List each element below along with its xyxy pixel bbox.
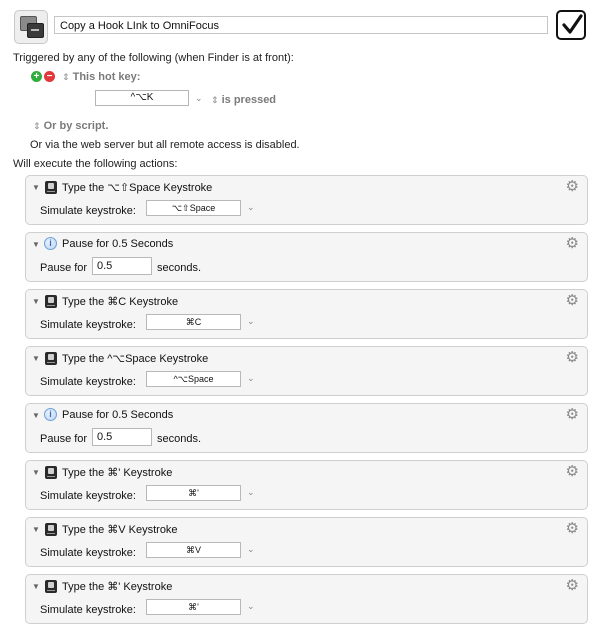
pause-seconds-field[interactable]: 0.5 — [92, 257, 152, 275]
updown-icon: ⇕ — [211, 95, 219, 105]
keyboard-icon — [45, 580, 57, 593]
gear-icon[interactable]: ⚙ — [565, 577, 579, 594]
gear-icon[interactable]: ⚙ — [565, 292, 579, 309]
keyboard-icon — [45, 523, 57, 536]
hotkey-field[interactable]: ^⌥K — [95, 90, 189, 106]
chevron-down-icon[interactable]: ⌄ — [247, 487, 255, 497]
keystroke-action[interactable] — [25, 460, 588, 510]
seconds-unit-label: seconds. — [157, 262, 202, 274]
checkmark-icon — [560, 13, 584, 37]
gear-icon[interactable]: ⚙ — [565, 178, 579, 195]
script-trigger-label: Or by script. — [43, 120, 109, 132]
keystroke-action[interactable] — [25, 574, 588, 624]
hotkey-condition[interactable] — [211, 94, 276, 106]
gear-icon[interactable]: ⚙ — [565, 406, 579, 423]
seconds-unit-label: seconds. — [157, 433, 202, 445]
chevron-down-icon[interactable]: ⌄ — [247, 202, 255, 212]
updown-icon: ⇕ — [33, 121, 41, 131]
gear-icon[interactable]: ⚙ — [565, 349, 579, 366]
macro-title-field[interactable]: Copy a Hook LInk to OmniFocus — [54, 16, 548, 34]
simulate-keystroke-label: Simulate keystroke: — [40, 490, 136, 502]
chevron-down-icon[interactable]: ⌄ — [195, 93, 203, 103]
hotkey-trigger-type[interactable] — [62, 71, 140, 83]
disclosure-triangle-icon[interactable]: ▼ — [32, 183, 40, 192]
keyboard-icon — [45, 295, 57, 308]
action-title[interactable]: Type the ⌘' Keystroke — [62, 581, 173, 593]
action-title[interactable]: Type the ⌘V Keystroke — [62, 524, 178, 536]
simulate-keystroke-label: Simulate keystroke: — [40, 604, 136, 616]
add-trigger-icon[interactable]: + — [31, 71, 42, 82]
action-title[interactable]: Pause for 0.5 Seconds — [62, 238, 174, 250]
simulate-keystroke-label: Simulate keystroke: — [40, 547, 136, 559]
keystroke-field[interactable]: ⌘' — [146, 485, 241, 501]
clock-icon: i — [44, 237, 57, 250]
disclosure-triangle-icon[interactable]: ▼ — [32, 240, 40, 249]
gear-icon[interactable]: ⚙ — [565, 463, 579, 480]
action-title[interactable]: Type the ^⌥Space Keystroke — [62, 353, 209, 365]
pause-action[interactable] — [25, 232, 588, 282]
action-title[interactable]: Pause for 0.5 Seconds — [62, 409, 174, 421]
disclosure-triangle-icon[interactable]: ▼ — [32, 582, 40, 591]
action-title[interactable]: Type the ⌘C Keystroke — [62, 296, 179, 308]
pause-seconds-field[interactable]: 0.5 — [92, 428, 152, 446]
updown-icon: ⇕ — [62, 72, 70, 82]
chevron-down-icon[interactable]: ⌄ — [247, 316, 255, 326]
pause-label: Pause for — [40, 433, 88, 445]
simulate-keystroke-label: Simulate keystroke: — [40, 319, 136, 331]
keystroke-field[interactable]: ⌥⇧Space — [146, 200, 241, 216]
disclosure-triangle-icon[interactable]: ▼ — [32, 354, 40, 363]
gear-icon[interactable]: ⚙ — [565, 520, 579, 537]
keyboard-icon — [45, 352, 57, 365]
disclosure-triangle-icon[interactable]: ▼ — [32, 411, 40, 420]
hotkey-condition-label: is pressed — [221, 94, 277, 106]
script-trigger[interactable] — [33, 120, 108, 132]
chevron-down-icon[interactable]: ⌄ — [247, 544, 255, 554]
pause-action[interactable] — [25, 403, 588, 453]
web-server-text: Or via the web server but all remote access is disabled. — [30, 139, 300, 151]
keystroke-field[interactable]: ⌘C — [146, 314, 241, 330]
chevron-down-icon[interactable]: ⌄ — [247, 601, 255, 611]
disclosure-triangle-icon[interactable]: ▼ — [32, 468, 40, 477]
simulate-keystroke-label: Simulate keystroke: — [40, 205, 136, 217]
macro-icon[interactable] — [14, 10, 48, 44]
triggers-heading: Triggered by any of the following (when Finder is at front): — [13, 52, 294, 64]
chevron-down-icon[interactable]: ⌄ — [247, 373, 255, 383]
action-title[interactable]: Type the ⌘' Keystroke — [62, 467, 173, 479]
remove-trigger-icon[interactable]: − — [44, 71, 55, 82]
disclosure-triangle-icon[interactable]: ▼ — [32, 297, 40, 306]
hotkey-label: This hot key: — [72, 71, 141, 83]
keystroke-action[interactable] — [25, 517, 588, 567]
simulate-keystroke-label: Simulate keystroke: — [40, 376, 136, 388]
enable-checkbox[interactable] — [556, 10, 586, 40]
gear-icon[interactable]: ⚙ — [565, 235, 579, 252]
keystroke-action[interactable] — [25, 289, 588, 339]
keystroke-action[interactable] — [25, 175, 588, 225]
keyboard-icon — [45, 466, 57, 479]
actions-heading: Will execute the following actions: — [13, 158, 178, 170]
keystroke-field[interactable]: ^⌥Space — [146, 371, 241, 387]
keystroke-action[interactable] — [25, 346, 588, 396]
action-title[interactable]: Type the ⌥⇧Space Keystroke — [62, 182, 213, 194]
pause-label: Pause for — [40, 262, 88, 274]
keystroke-field[interactable]: ⌘' — [146, 599, 241, 615]
disclosure-triangle-icon[interactable]: ▼ — [32, 525, 40, 534]
keyboard-icon — [45, 181, 57, 194]
clock-icon: i — [44, 408, 57, 421]
keystroke-field[interactable]: ⌘V — [146, 542, 241, 558]
